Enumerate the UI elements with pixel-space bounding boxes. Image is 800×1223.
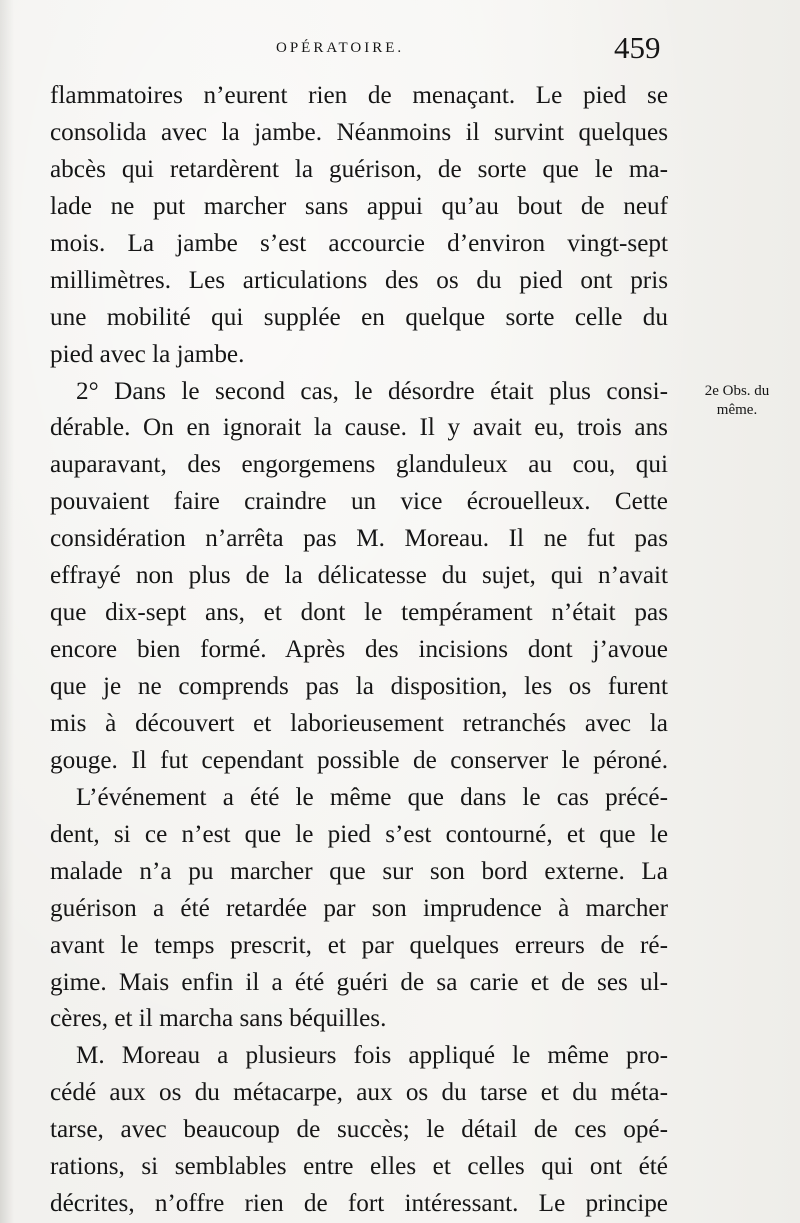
text-line: effrayé non plus de la délicatesse du sujet, qui n’avait	[50, 562, 668, 590]
text-line: gouge. Il fut cependant possible de conserver le péroné.	[50, 746, 668, 774]
body-text	[50, 78, 668, 1223]
text-line: 2° Dans le second cas, le désordre était plus consi-	[76, 377, 668, 405]
text-line: lade ne put marcher sans appui qu’au bout de neuf	[50, 192, 668, 220]
page-number: 459	[614, 30, 661, 65]
text-line: avant le temps prescrit, et par quelques erreurs de ré-	[50, 931, 668, 959]
text-line: pouvaient faire craindre un vice écrouelleux. Cette	[50, 488, 668, 516]
text-line: dent, si ce n’est que le pied s’est contourné, et que le	[50, 820, 668, 848]
text-line: considération n’arrêta pas M. Moreau. Il ne fut pas	[50, 525, 668, 553]
text-line: pied avec la jambe.	[50, 340, 245, 368]
text-line: mois. La jambe s’est accourcie d’environ vingt-sept	[50, 229, 668, 257]
text-line: que dix-sept ans, et dont le tempérament n’était pas	[50, 599, 668, 627]
text-line: dérable. On en ignorait la cause. Il y avait eu, trois ans	[50, 414, 668, 442]
text-line: millimètres. Les articulations des os du pied ont pris	[50, 266, 668, 294]
text-line: que je ne comprends pas la disposition, les os furent	[50, 673, 668, 700]
text-line: M. Moreau a plusieurs fois appliqué le même pro-	[76, 1042, 668, 1070]
text-line: consolida avec la jambe. Néanmoins il survint quelques	[50, 118, 668, 146]
text-line: flammatoires n’eurent rien de menaçant. Le pied se	[50, 82, 668, 109]
margin-note-line: même.	[716, 402, 758, 418]
text-line: auparavant, des engorgemens glanduleux au cou, qui	[50, 451, 668, 479]
text-line: abcès qui retardèrent la guérison, de sorte que le ma-	[50, 155, 668, 183]
text-line: L’événement a été le même que dans le cas précé-	[76, 783, 668, 811]
text-line: guérison a été retardée par son imprudence à marcher	[50, 894, 668, 922]
margin-note-line: 2e Obs. du	[704, 383, 770, 399]
text-line: cères, et il marcha sans béquilles.	[50, 1005, 387, 1033]
text-line: cédé aux os du métacarpe, aux os du tarse et du méta-	[50, 1079, 668, 1107]
text-line: encore bien formé. Après des incisions dont j’avoue	[50, 636, 668, 664]
text-line: mis à découvert et laborieusement retranchés avec la	[50, 709, 668, 737]
margin-note	[682, 382, 792, 420]
text-line: une mobilité qui supplée en quelque sorte celle du	[50, 303, 668, 331]
text-line: tarse, avec beaucoup de succès; le détail de ces opé-	[50, 1116, 668, 1144]
running-title: OPÉRATOIRE.	[276, 40, 405, 56]
text-line: malade n’a pu marcher que sur son bord externe. La	[50, 857, 668, 885]
text-line: gime. Mais enfin il a été guéri de sa carie et de ses ul-	[50, 968, 668, 996]
text-line: rations, si semblables entre elles et celles qui ont été	[50, 1153, 668, 1181]
text-line: décrites, n’offre rien de fort intéressant. Le principe	[50, 1190, 668, 1218]
